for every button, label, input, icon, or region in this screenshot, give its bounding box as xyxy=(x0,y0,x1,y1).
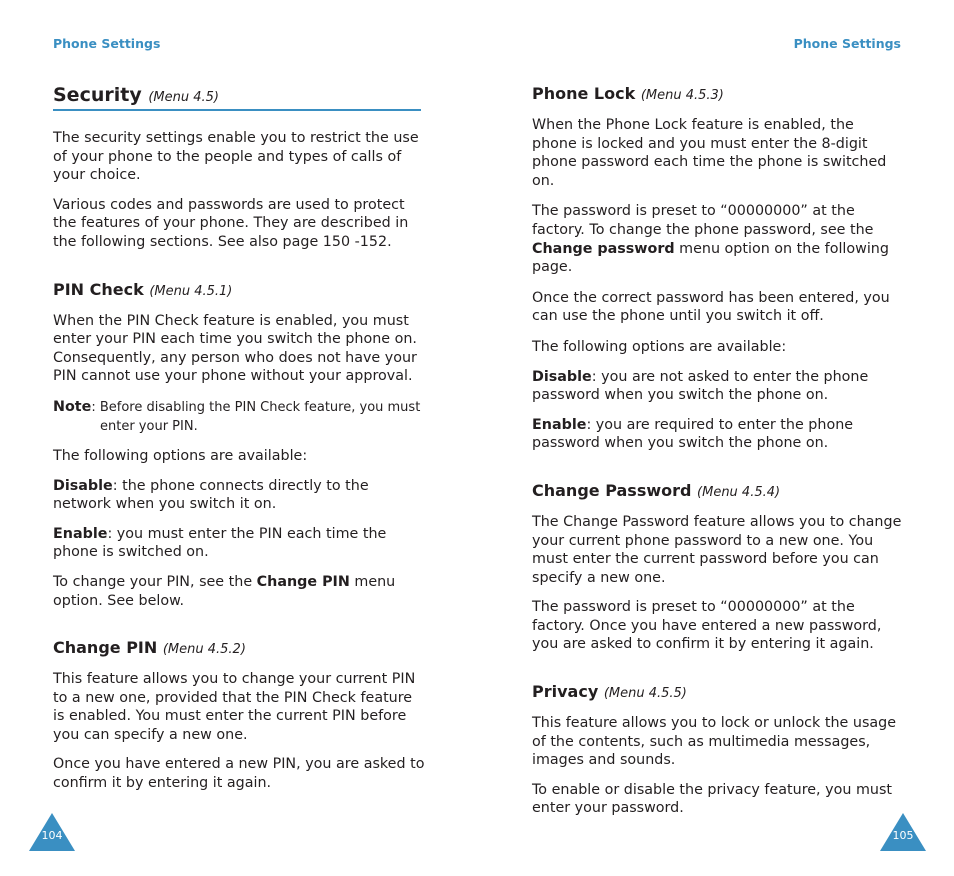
pin-enable-text: : you must enter the PIN each time the phone is switched on. xyxy=(53,525,387,561)
right-page xyxy=(477,0,954,876)
left-column xyxy=(53,84,425,793)
title-menu-ref: (Menu 4.5) xyxy=(148,90,219,105)
phone-lock-body-2-post: menu option on the following page. xyxy=(532,240,889,276)
phone-lock-body-2-pre: The password is preset to “00000000” at the factory. To change the phone password, see the xyxy=(532,203,874,238)
change-pin-heading-text: Change PIN xyxy=(53,638,158,658)
phone-lock-disable-label: Disable xyxy=(532,368,592,385)
pin-check-body: When the PIN Check feature is enabled, you must enter your PIN each time you switch the phone on. Consequently, any person who does not have your PIN cannot use your phone without your approval. xyxy=(53,312,417,385)
pin-options-intro: The following options are available: xyxy=(53,447,308,464)
page-title xyxy=(53,84,421,111)
privacy-body-2: To enable or disable the privacy feature, you must enter your password. xyxy=(532,781,892,817)
phone-lock-heading-text: Phone Lock xyxy=(532,84,636,103)
pin-disable-option xyxy=(53,477,425,514)
privacy-heading-text: Privacy xyxy=(532,682,599,702)
phone-lock-body-2 xyxy=(532,202,902,276)
page-number: 104 xyxy=(41,829,63,842)
phone-lock-body-1: When the Phone Lock feature is enabled, the phone is locked and you must enter the 8-digit phone password each time the phone is switched on. xyxy=(532,117,887,189)
phone-lock-disable-text: : you are not asked to enter the phone password when you switch the phone on. xyxy=(532,368,869,404)
privacy-body-1: This feature allows you to lock or unlock the usage of the contents, such as multimedia messages, images and sounds. xyxy=(532,715,897,769)
note-text: : Before disabling the PIN Check feature, you must enter your PIN. xyxy=(91,399,421,435)
phone-lock-enable-text: : you are required to enter the phone password when you switch the phone on. xyxy=(532,416,854,452)
right-column xyxy=(532,84,902,818)
pin-check-note xyxy=(53,398,425,437)
change-pin-ref-post: menu option. See below. xyxy=(53,573,396,609)
phone-lock-enable-option xyxy=(532,416,902,453)
phone-lock-options-intro: The following options are available: xyxy=(532,338,787,355)
change-pin-menu-ref: (Menu 4.5.2) xyxy=(162,642,246,658)
running-header: Phone Settings xyxy=(793,36,901,51)
note-label: Note xyxy=(53,398,92,415)
phone-lock-body-2-bold: Change password xyxy=(532,240,675,257)
change-password-menu-ref: (Menu 4.5.4) xyxy=(697,484,781,500)
title-text: Security xyxy=(53,84,142,106)
change-password-heading xyxy=(532,481,902,500)
pin-enable-option xyxy=(53,525,425,562)
privacy-menu-ref: (Menu 4.5.5) xyxy=(603,686,687,702)
change-pin-ref-pre: To change your PIN, see the xyxy=(53,573,257,590)
change-pin-reference xyxy=(53,573,425,610)
change-pin-body-2: Once you have entered a new PIN, you are asked to confirm it by entering it again. xyxy=(53,756,425,792)
phone-lock-enable-label: Enable xyxy=(532,416,587,433)
pin-check-heading-text: PIN Check xyxy=(53,279,144,299)
pin-check-heading xyxy=(53,280,425,299)
pin-enable-label: Enable xyxy=(53,525,108,542)
phone-lock-body-3: Once the correct password has been entered, you can use the phone until you switch it off. xyxy=(532,289,890,325)
change-pin-ref-bold: Change PIN xyxy=(256,573,350,590)
page-number-badge xyxy=(29,813,75,851)
privacy-heading xyxy=(532,682,902,701)
phone-lock-heading xyxy=(532,84,902,103)
pin-disable-label: Disable xyxy=(53,477,113,494)
change-password-body-1: The Change Password feature allows you to change your current phone password to a new one. You must enter the current password before you can specify a new one. xyxy=(532,513,902,586)
intro-paragraph-1: The security settings enable you to restrict the use of your phone to the people and types of calls of your choice. xyxy=(53,130,419,184)
intro-paragraph-2: Various codes and passwords are used to protect the features of your phone. They are described in the following sections. See also page 150 -152. xyxy=(53,196,409,250)
page-number: 105 xyxy=(892,829,914,842)
running-header: Phone Settings xyxy=(53,36,161,51)
phone-lock-disable-option xyxy=(532,368,902,405)
pin-disable-text: : the phone connects directly to the network when you switch it on. xyxy=(53,477,369,513)
phone-lock-menu-ref: (Menu 4.5.3) xyxy=(640,88,724,103)
change-pin-heading xyxy=(53,638,425,657)
change-password-body-2: The password is preset to “00000000” at the factory. Once you have entered a new password, you are asked to confirm it by entering it again. xyxy=(532,599,882,653)
change-pin-body-1: This feature allows you to change your current PIN to a new one, provided that the PIN Check feature is enabled. You must enter the current PIN before you can specify a new one. xyxy=(53,671,416,743)
change-password-heading-text: Change Password xyxy=(532,480,692,500)
page-number-badge xyxy=(880,813,926,851)
pin-check-menu-ref: (Menu 4.5.1) xyxy=(149,283,233,299)
